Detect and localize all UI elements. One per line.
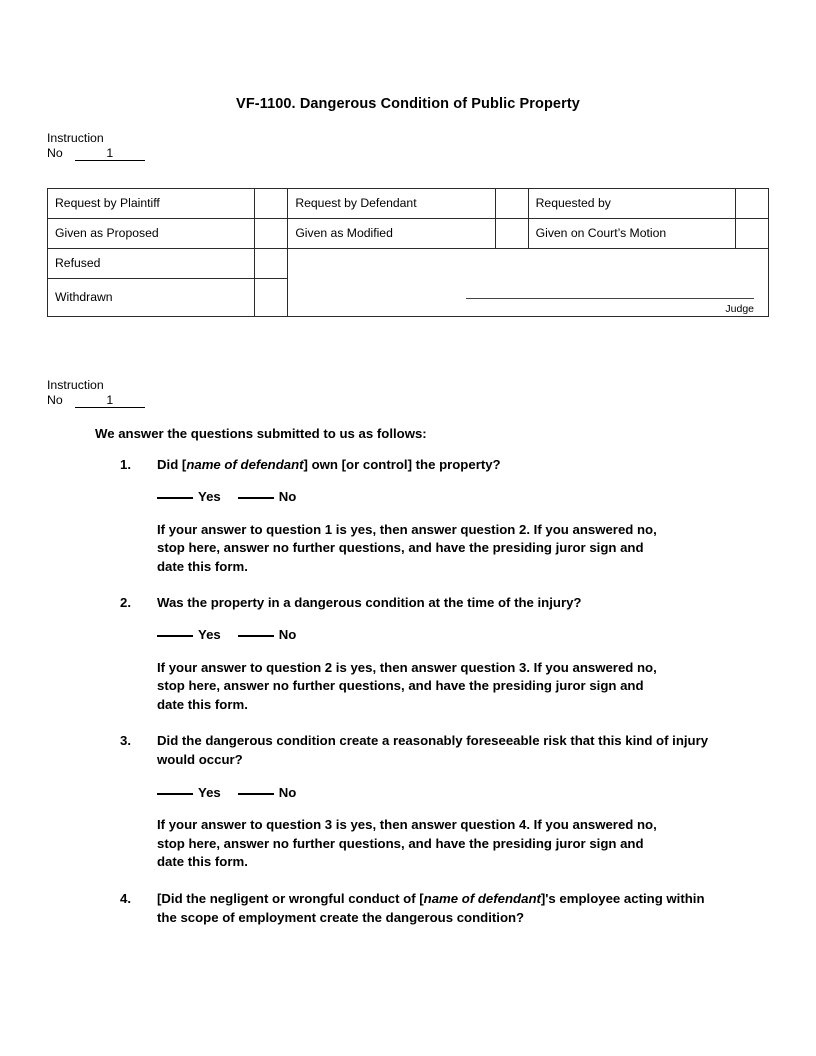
question-3-text: Did the dangerous condition create a reasonably foreseeable risk that this kind of injury would occur?: [157, 733, 709, 768]
checkbox-given-as-proposed[interactable]: [255, 219, 288, 249]
question-1-note: If your answer to question 1 is yes, then answer question 2. If you answered no, stop here, answer no further questions, and have the presiding juror sign and date this form.: [157, 521, 657, 574]
instruction-number-block-1: [47, 131, 145, 161]
question-4-text: [157, 889, 720, 928]
instruction-label-1: Instruction: [47, 131, 104, 145]
question-3-no-blank[interactable]: [238, 793, 274, 795]
question-3-yes-label: Yes: [198, 784, 221, 800]
cell-given-on-courts-motion: Given on Court’s Motion: [528, 219, 735, 249]
checkbox-withdrawn[interactable]: [255, 279, 288, 317]
question-3-no-label: No: [278, 784, 297, 800]
question-1-text-after: ] own [or control] the property?: [303, 457, 501, 472]
question-2: [120, 593, 816, 612]
checkbox-refused[interactable]: [255, 249, 288, 279]
checkbox-given-on-courts-motion[interactable]: [735, 219, 768, 249]
disposition-table: [47, 188, 769, 317]
question-3-yes-blank[interactable]: [157, 793, 193, 795]
checkbox-request-by-defendant[interactable]: [495, 189, 528, 219]
question-3: [120, 731, 816, 770]
lead-in-text: We answer the questions submitted to us as follows:: [95, 426, 427, 441]
judge-signature-cell: [288, 249, 769, 317]
instruction-number-field-1[interactable]: 1: [75, 146, 145, 161]
question-2-no-blank[interactable]: [238, 635, 274, 637]
instruction-number-block-2: [47, 378, 145, 408]
table-row: [48, 189, 769, 219]
question-1-yes-blank[interactable]: [157, 497, 193, 499]
question-1-yes-label: Yes: [198, 489, 221, 505]
judge-signature-label: Judge: [725, 303, 754, 315]
question-1-placeholder: name of defendant: [186, 457, 304, 472]
judge-signature-line[interactable]: [466, 298, 754, 299]
question-2-number: 2.: [120, 595, 131, 611]
question-2-text: Was the property in a dangerous condition at the time of the injury?: [157, 595, 582, 611]
question-1-text: [157, 455, 720, 474]
cell-withdrawn: Withdrawn: [48, 279, 255, 317]
checkbox-given-as-modified[interactable]: [495, 219, 528, 249]
cell-requested-by: Requested by: [528, 189, 735, 219]
table-row: [48, 249, 769, 279]
question-2-yes-blank[interactable]: [157, 635, 193, 637]
question-1-no-blank[interactable]: [238, 497, 274, 499]
question-1-no-label: No: [278, 489, 297, 505]
question-2-no-label: No: [278, 627, 297, 643]
cell-given-as-modified: Given as Modified: [288, 219, 495, 249]
instruction-label-2: Instruction: [47, 378, 104, 392]
question-4-text-after: ]'s employee acting within the scope of employment create the dangerous condition?: [157, 890, 705, 925]
question-2-note: If your answer to question 2 is yes, then answer question 3. If you answered no, stop here, answer no further questions, and have the presiding juror sign and date this form.: [157, 659, 657, 712]
table-row: [48, 219, 769, 249]
question-2-yes-label: Yes: [198, 627, 221, 643]
question-3-note: If your answer to question 3 is yes, then answer question 4. If you answered no, stop here, answer no further questions, and have the presiding juror sign and date this form.: [157, 817, 657, 870]
verdict-body: [0, 424, 816, 927]
question-3-number: 3.: [120, 733, 131, 749]
cell-request-by-plaintiff: Request by Plaintiff: [48, 189, 255, 219]
question-2-answer-row: [157, 625, 816, 644]
checkbox-requested-by[interactable]: [735, 189, 768, 219]
question-4: [120, 889, 816, 928]
question-1-text-before: Did [: [157, 457, 187, 472]
question-1: [120, 455, 816, 474]
instruction-no-label-1: No: [47, 146, 63, 160]
instruction-number-field-2[interactable]: 1: [75, 393, 145, 408]
instruction-no-label-2: No: [47, 393, 63, 407]
cell-refused: Refused: [48, 249, 255, 279]
page-title: VF-1100. Dangerous Condition of Public Property: [236, 96, 580, 112]
cell-request-by-defendant: Request by Defendant: [288, 189, 495, 219]
question-4-number: 4.: [120, 890, 131, 906]
question-4-placeholder: name of defendant: [423, 890, 541, 906]
question-1-answer-row: [157, 487, 816, 506]
question-3-answer-row: [157, 783, 816, 802]
checkbox-request-by-plaintiff[interactable]: [255, 189, 288, 219]
cell-given-as-proposed: Given as Proposed: [48, 219, 255, 249]
question-1-number: 1.: [120, 457, 131, 472]
question-4-text-before: [Did the negligent or wrongful conduct of [: [157, 890, 424, 906]
